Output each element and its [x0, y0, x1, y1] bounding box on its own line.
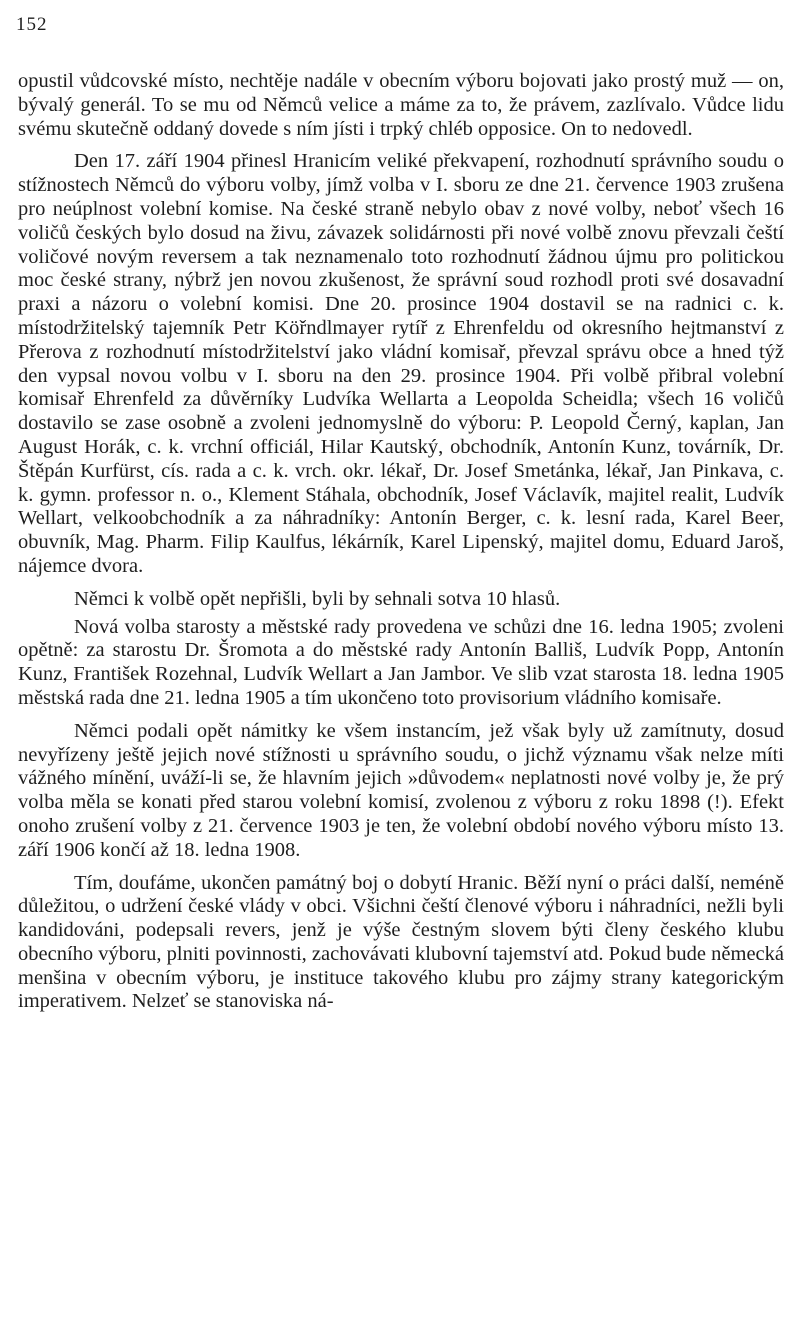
paragraph-4: Nová volba starosty a městské rady provedena ve schůzi dne 16. ledna 1905; zvoleni opětně: za starostu Dr. Šromota a do městské rady Antonín Balliš, Ludvík Popp, Antonín Kunz, František Rozehnal, Ludvík Wellart a Jan Jambor. Ve slib vzat starosta 18. ledna 1905 městská rada dne 21. ledna 1905 a tím ukončeno toto provisorium vládního komisaře.: [18, 615, 784, 709]
page-number: 152: [16, 14, 48, 35]
paragraph-2: Den 17. září 1904 přinesl Hranicím veliké překvapení, rozhodnutí správního soudu o stížnostech Němců do výboru volby, jímž volba v I. sboru ze dne 21. července 1903 zrušena pro neúplnost volební komise. Na české straně nebylo obav z nové volby, neboť všech 16 voličů českých bylo dosud na živu, závazek solidárnosti při nové volbě znovu převzali čeští voličové novým reversem a tak neznamenalo toto rozhodnutí žádnou újmu pro politickou moc české strany, nýbrž jen novou zkušenost, že správní soud rozhodl proti své dosavadní praxi a názoru o volební komisi. Dne 20. prosince 1904 dostavil se na radnici c. k. místodržitelský tajemník Petr Köřndlmayer rytíř z Ehrenfeldu od okresního hejtmanství z Přerova z rozhodnutí místodržitelství jako vládní komisař, převzal správu obce a hned týž den vypsal novou volbu v I. sboru na den 29. prosince 1904. Při volbě přibral volební komisař Ehrenfeld za důvěrníky Ludvíka Wellarta a Leopolda Scheidla; všech 16 voličů dostavilo se zase osobně a zvoleni jednomyslně do výboru: P. Leopold Černý, kaplan, Jan August Horák, c. k. vrchní officiál, Hilar Kautský, obchodník, Antonín Kunz, továrník, Dr. Štěpán Kurfürst, cís. rada a c. k. vrch. okr. lékař, Dr. Josef Smetánka, lékař, Jan Pinkava, c. k. gymn. professor n. o., Klement Stáhala, obchodník, Josef Václavík, majitel realit, Ludvík Wellart, velkoobchodník a za náhradníky: Antonín Berger, c. k. lesní rada, Karel Beer, obuvník, Mag. Pharm. Filip Kaulfus, lékárník, Karel Lipenský, majitel domu, Eduard Jaroš, nájemce dvora.: [18, 150, 784, 577]
paragraph-1: opustil vůdcovské místo, nechtěje nadále v obecním výboru bojovati jako prostý muž — on, bývalý generál. To se mu od Němců velice a máme za to, že právem, zazlívalo. Vůdce lidu svému skutečně oddaný dovede s ním jísti i trpký chléb opposice. On to nedovedl.: [18, 70, 784, 140]
paragraph-6: Tím, doufáme, ukončen památný boj o dobytí Hranic. Běží nyní o práci další, neméně důležitou, o udržení české vlády v obci. Všichni čeští členové výboru i náhradníci, nežli byli kandidováni, podepsali revers, jenž je výše čestným slovem býti členy českého klubu obecního výboru, plniti povinnosti, zachovávati klubovní tajemství atd. Pokud bude německá menšina v obecním výboru, je instituce takového klubu pro zájmy strany kategorickým imperativem. Nelzeť se stanoviska ná-: [18, 871, 784, 1013]
paragraph-3: Němci k volbě opět nepřišli, byli by sehnali sotva 10 hlasů.: [74, 587, 561, 610]
body-text: [18, 70, 784, 1023]
paragraph-5: Němci podali opět námitky ke všem instancím, jež však byly už zamítnuty, dosud nevyřízeny ještě jejich nové stížnosti u správního soudu, o jichž významu však nelze míti vážného mínění, uváží-li se, že hlavním jejich »důvodem« neplatnosti nové volby je, že prý volba měla se konati před starou volební komisí, zvolenou z výboru z roku 1898 (!). Efekt onoho zrušení volby z 21. července 1903 je ten, že volební období nového výboru místo 13. září 1906 končí až 18. ledna 1908.: [18, 719, 784, 861]
